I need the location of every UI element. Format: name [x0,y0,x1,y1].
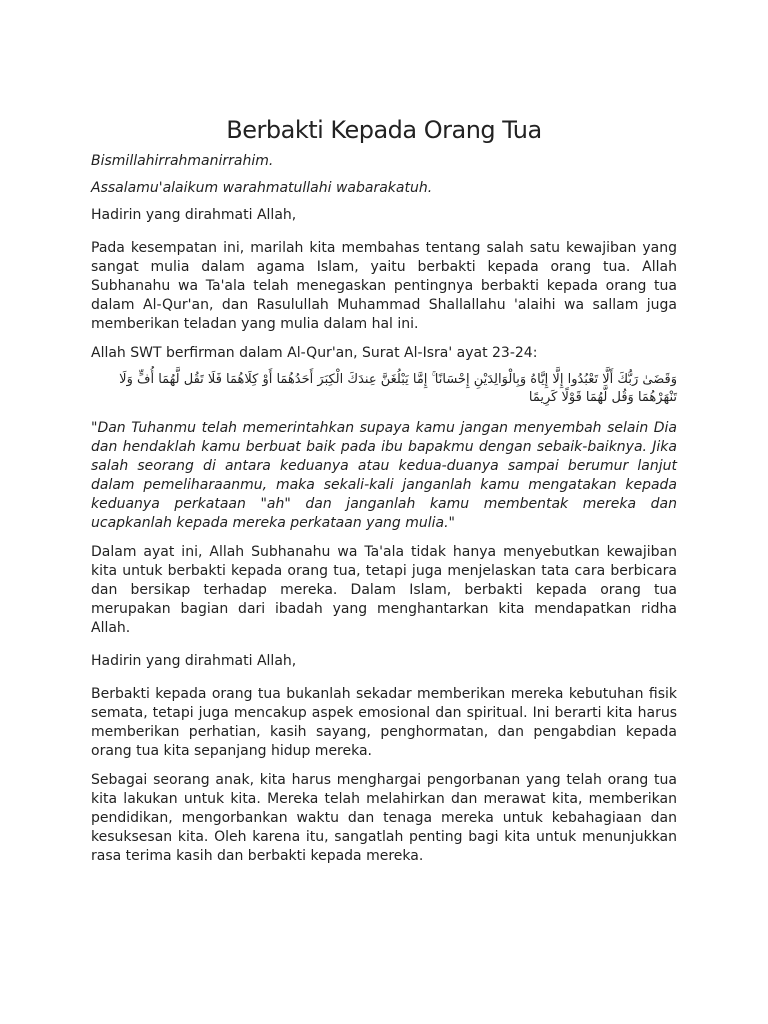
paragraph-intro: Pada kesempatan ini, marilah kita membahas tentang salah satu kewajiban yang sangat mulia dalam agama Islam, yaitu berbakti kepada orang tua. Allah Subhanahu wa Ta'ala telah menegaskan pentingnya berbakti kepada orang tua dalam Al-Qur'an, dan Rasulullah Muhammad Shallallahu 'alaihi wa sallam juga memberikan teladan yang mulia dalam hal ini. [91,240,677,332]
paragraph-aspects: Berbakti kepada orang tua bukanlah sekadar memberikan mereka kebutuhan fisik semata, tetapi juga mencakup aspek emosional dan spiritual. Ini berarti kita harus memberikan perhatian, kasih sayang, penghormatan, dan pengabdian kepada orang tua kita sepanjang hidup mereka. [91,686,677,759]
arabic-verse: وَقَضَىٰ رَبُّكَ أَلَّا تَعْبُدُوا إِلَّا إِيَّاهُ وَبِالْوَالِدَيْنِ إِحْسَانًا ۚ إِمَّا يَبْلُغَنَّ عِندَكَ الْكِبَرَ أَحَدُهُمَا أَوْ كِلَاهُمَا فَلَا تَقُل لَّهُمَا أُفٍّ وَلَا تَنْهَرْهُمَا وَقُل لَّهُمَا قَوْلًا كَرِيمًا [119,372,677,405]
document-body [91,152,677,876]
greeting-audience: Hadirin yang dirahmati Allah, [91,207,297,223]
paragraph-explanation: Dalam ayat ini, Allah Subhanahu wa Ta'ala tidak hanya menyebutkan kewajiban kita untuk berbakti kepada orang tua, tetapi juga menjelaskan tata cara berbicara dan bersikap terhadap mereka. Dalam Islam, berbakti kepada orang tua merupakan bagian dari ibadah yang menghantarkan kita mendapatkan ridha Allah. [91,544,677,636]
opening-basmalah: Bismillahirrahmanirrahim. [91,153,274,169]
paragraph-gratitude: Sebagai seorang anak, kita harus menghargai pengorbanan yang telah orang tua kita lakukan untuk kita. Mereka telah melahirkan dan merawat kita, memberikan pendidikan, mengorbankan waktu dan tenaga mereka untuk kebahagiaan dan kesuksesan kita. Oleh karena itu, sangatlah penting bagi kita untuk menunjukkan rasa terima kasih dan berbakti kepada mereka. [91,772,677,864]
document-title: Berbakti Kepada Orang Tua [226,116,542,144]
verse-translation: "Dan Tuhanmu telah memerintahkan supaya kamu jangan menyembah selain Dia dan hendaklah kamu berbuat baik pada ibu bapakmu dengan sebaik-baiknya. Jika salah seorang di antara keduanya atau kedua-duanya sampai berumur lanjut dalam pemeliharaanmu, maka sekali-kali janganlah kamu mengatakan kepada keduanya perkataan "ah" dan janganlah kamu membentak mereka dan ucapkanlah kepada mereka perkataan yang mulia." [91,420,677,531]
opening-salam: Assalamu'alaikum warahmatullahi wabarakatuh. [91,180,433,196]
greeting-audience-2: Hadirin yang dirahmati Allah, [91,653,297,669]
paragraph-quran-reference: Allah SWT berfirman dalam Al-Qur'an, Surat Al-Isra' ayat 23-24: [91,345,538,361]
